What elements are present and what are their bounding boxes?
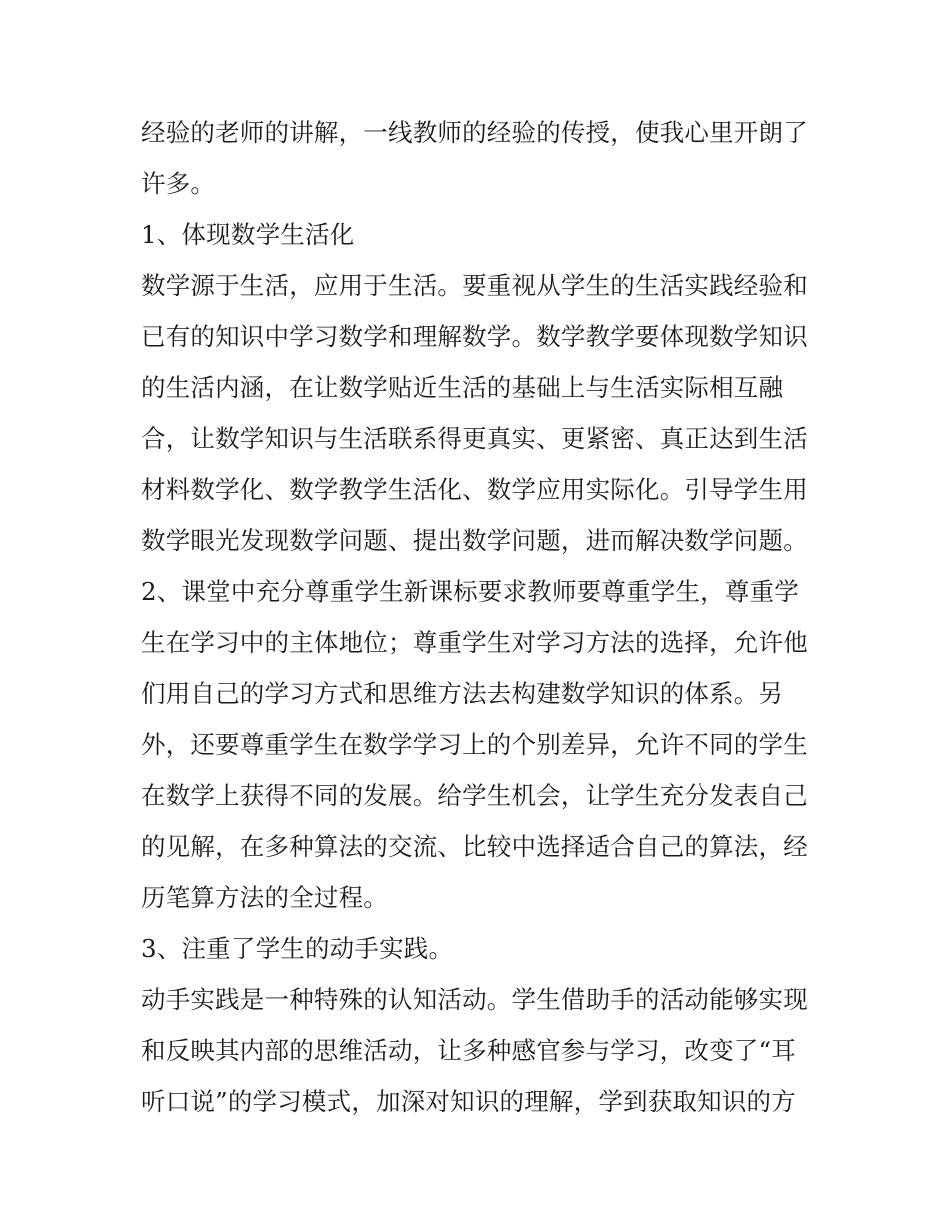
text-line: 的见解，在多种算法的交流、比较中选择适合自己的算法，经 — [141, 832, 808, 861]
section-heading-1: 1、体现数学生活化 — [141, 220, 355, 249]
text-line: 在数学上获得不同的发展。给学生机会，让学生充分发表自己 — [141, 781, 808, 810]
document-body — [141, 107, 821, 1127]
text-line: 已有的知识中学习数学和理解数学。数学教学要体现数学知识 — [141, 322, 808, 351]
section-heading-3: 3、注重了学生的动手实践。 — [141, 934, 454, 963]
text-line: 的生活内涵，在让数学贴近生活的基础上与生活实际相互融 — [141, 373, 784, 402]
text-line: 听口说”的学习模式，加深对知识的理解，学到获取知识的方 — [141, 1087, 796, 1116]
text-line: 材料数学化、数学教学生活化、数学应用实际化。引导学生用 — [141, 475, 808, 504]
text-line: 生在学习中的主体地位；尊重学生对学习方法的选择，允许他 — [141, 628, 808, 657]
text-line: 许多。 — [141, 169, 216, 198]
text-line: 们用自己的学习方式和思维方法去构建数学知识的体系。另 — [141, 679, 784, 708]
text-line: 和反映其内部的思维活动，让多种感官参与学习，改变了“耳 — [141, 1036, 796, 1065]
text-line: 合，让数学知识与生活联系得更真实、更紧密、真正达到生活 — [141, 424, 808, 453]
text-line: 外，还要尊重学生在数学学习上的个别差异，允许不同的学生 — [141, 730, 808, 759]
text-line: 经验的老师的讲解，一线教师的经验的传授，使我心里开朗了 — [141, 118, 808, 147]
text-line: 数学眼光发现数学问题、提出数学问题，进而解决数学问题。 — [141, 526, 808, 555]
section-heading-2: 2、课堂中充分尊重学生新课标要求教师要尊重学生，尊重学 — [141, 577, 799, 606]
text-line: 历笔算方法的全过程。 — [141, 883, 388, 912]
text-line: 动手实践是一种特殊的认知活动。学生借助手的活动能够实现 — [141, 985, 808, 1014]
text-line: 数学源于生活，应用于生活。要重视从学生的生活实践经验和 — [141, 271, 808, 300]
